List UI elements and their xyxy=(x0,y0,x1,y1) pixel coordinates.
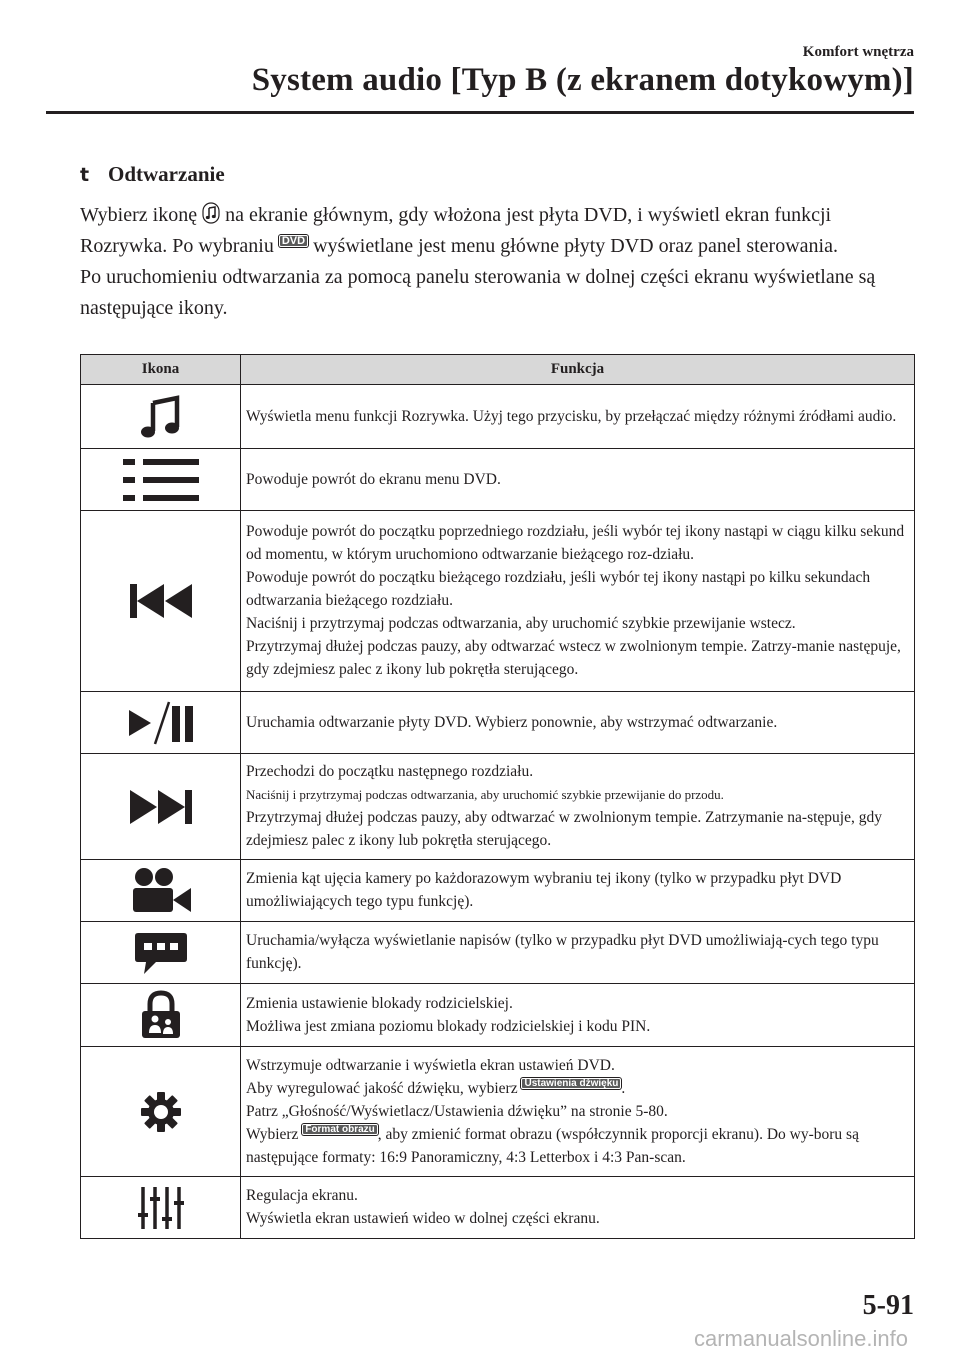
icon-cell xyxy=(81,984,241,1047)
column-header-function: Funkcja xyxy=(241,355,915,385)
function-text: Powoduje powrót do ekranu menu DVD. xyxy=(246,470,501,488)
table-row xyxy=(81,1047,915,1177)
function-text: Możliwa jest zmiana poziomu blokady rodzicielskiej i kodu PIN. xyxy=(246,1017,651,1035)
intro-text-a: Wybierz ikonę xyxy=(80,204,203,226)
text-fragment: , aby zmienić format obrazu (współczynnik proporcji ekranu). Do wy-boru są następujące formaty: 16:9 Panoramiczny, 4:3 Letterbox i 4:3 Pan-scan. xyxy=(246,1125,859,1166)
header-rule xyxy=(46,111,914,114)
function-text: Uruchamia/wyłącza wyświetlanie napisów (tylko w przypadku płyt DVD umożliwiają-cych tego typu funkcję). xyxy=(246,932,879,972)
chapter-label: Komfort wnętrza xyxy=(802,44,914,60)
table-header-row xyxy=(81,355,915,385)
icon-cell xyxy=(81,449,241,511)
function-text: Naciśnij i przytrzymaj podczas odtwarzania, aby uruchomić szybkie przewijanie do przodu. xyxy=(246,787,724,802)
picture-format-button: Format obrazu xyxy=(302,1124,377,1135)
function-cell xyxy=(241,1177,915,1239)
function-text: Przytrzymaj dłużej podczas pauzy, aby odtwarzać wstecz w zwolnionym tempie. Zatrzy-manie następuje, gdy zdejmiesz palec z ikony lub pokrętła sterującego. xyxy=(246,638,901,678)
column-header-icon: Ikona xyxy=(81,355,241,385)
function-text: Uruchamia odtwarzanie płyty DVD. Wybierz ponownie, aby wstrzymać odtwarzanie. xyxy=(246,713,778,731)
table-row xyxy=(81,860,915,922)
text-fragment: Aby wyregulować jakość dźwięku, wybierz xyxy=(246,1079,522,1097)
function-cell xyxy=(241,860,915,922)
icon-cell xyxy=(81,860,241,922)
icons-table xyxy=(80,354,915,1239)
intro-text xyxy=(80,200,920,324)
function-text: Zmienia ustawienie blokady rodzicielskiej. xyxy=(246,994,513,1012)
text-fragment: Wybierz xyxy=(246,1125,303,1143)
music-note-icon xyxy=(202,202,220,224)
parental-lock-icon xyxy=(139,990,183,1040)
function-text: Wyświetla menu funkcji Rozrywka. Użyj tego przycisku, by przełączać między różnymi źródłami audio. xyxy=(246,407,897,425)
function-text: Przytrzymaj dłużej podczas pauzy, aby odtwarzać w zwolnionym tempie. Zatrzymanie na-stępuje, gdy zdejmiesz palec z ikony lub pokrętła sterującego. xyxy=(246,809,882,849)
table-row xyxy=(81,984,915,1047)
table-row xyxy=(81,385,915,449)
function-cell xyxy=(241,385,915,449)
function-text xyxy=(246,1077,908,1100)
icon-cell xyxy=(81,511,241,692)
intro-paragraph-2: Po uruchomieniu odtwarzania za pomocą panelu sterowania w dolnej części ekranu wyświetlane są następujące ikony. xyxy=(80,266,876,319)
icon-cell xyxy=(81,754,241,860)
icon-cell xyxy=(81,385,241,449)
camera-angle-icon xyxy=(129,866,193,916)
function-cell xyxy=(241,984,915,1047)
section-heading xyxy=(80,162,225,187)
table-row xyxy=(81,692,915,754)
function-text: Patrz „Głośność/Wyświetlacz/Ustawienia dźwięku” na stronie 5-80. xyxy=(246,1102,668,1120)
text-fragment: . xyxy=(621,1079,626,1097)
icon-cell xyxy=(81,1177,241,1239)
function-text: Powoduje powrót do początku poprzedniego rozdziału, jeśli wybór tej ikony nastąpi w ciągu kilku sekund od momentu, w którym uruchomiono odtwarzanie bieżącego roz-działu. xyxy=(246,523,905,563)
function-text: Wstrzymuje odtwarzanie i wyświetla ekran ustawień DVD. xyxy=(246,1056,615,1074)
icon-cell xyxy=(81,692,241,754)
list-menu-icon xyxy=(121,456,201,504)
table-row xyxy=(81,922,915,984)
dvd-button: DVD xyxy=(279,235,308,247)
function-cell xyxy=(241,449,915,511)
function-text xyxy=(246,1123,908,1169)
sound-settings-button: Ustawienia dźwięku xyxy=(521,1078,621,1089)
table-row xyxy=(81,449,915,511)
function-cell xyxy=(241,511,915,692)
gear-icon xyxy=(140,1091,182,1133)
skip-forward-icon xyxy=(128,787,194,827)
intro-text-b: na ekranie głównym, gdy włożona jest płyta DVD, i wyświetl ekran funkcji Rozrywka. Po wybraniu xyxy=(80,204,832,257)
skip-back-icon xyxy=(128,581,194,621)
intro-text-c: wyświetlane jest menu główne płyty DVD oraz panel sterowania. xyxy=(308,235,838,257)
watermark: carmanualsonline.info xyxy=(693,1326,908,1351)
function-text: Regulacja ekranu. xyxy=(246,1187,358,1204)
table-row xyxy=(81,754,915,860)
function-text: Przechodzi do początku następnego rozdziału. xyxy=(246,763,534,780)
function-text: Wyświetla ekran ustawień wideo w dolnej części ekranu. xyxy=(246,1210,600,1227)
function-cell xyxy=(241,692,915,754)
function-cell xyxy=(241,922,915,984)
icon-cell xyxy=(81,1047,241,1177)
subtitles-icon xyxy=(132,929,190,977)
table-row xyxy=(81,511,915,692)
function-cell xyxy=(241,754,915,860)
sliders-icon xyxy=(137,1183,185,1233)
play-pause-icon xyxy=(125,700,197,746)
intro-paragraph-1 xyxy=(80,200,920,262)
page-number: 5-91 xyxy=(862,1290,914,1321)
table-row xyxy=(81,1177,915,1239)
page-title: System audio [Typ B (z ekranem dotykowym)] xyxy=(251,62,914,98)
icon-cell xyxy=(81,922,241,984)
music-note-icon xyxy=(137,393,185,441)
section-title: Odtwarzanie xyxy=(108,162,225,186)
section-bullet: t xyxy=(80,163,90,186)
function-text: Zmienia kąt ujęcia kamery po każdorazowym wybraniu tej ikony (tylko w przypadku płyt DVD umożliwiających tego typu funkcję). xyxy=(246,870,842,910)
function-cell xyxy=(241,1047,915,1177)
function-text: Powoduje powrót do początku bieżącego rozdziału, jeśli wybór tej ikony nastąpi po kilku sekundach odtwarzania bieżącego rozdziału. xyxy=(246,569,871,609)
function-text: Naciśnij i przytrzymaj podczas odtwarzania, aby uruchomić szybkie przewijanie wstecz. xyxy=(246,615,796,632)
